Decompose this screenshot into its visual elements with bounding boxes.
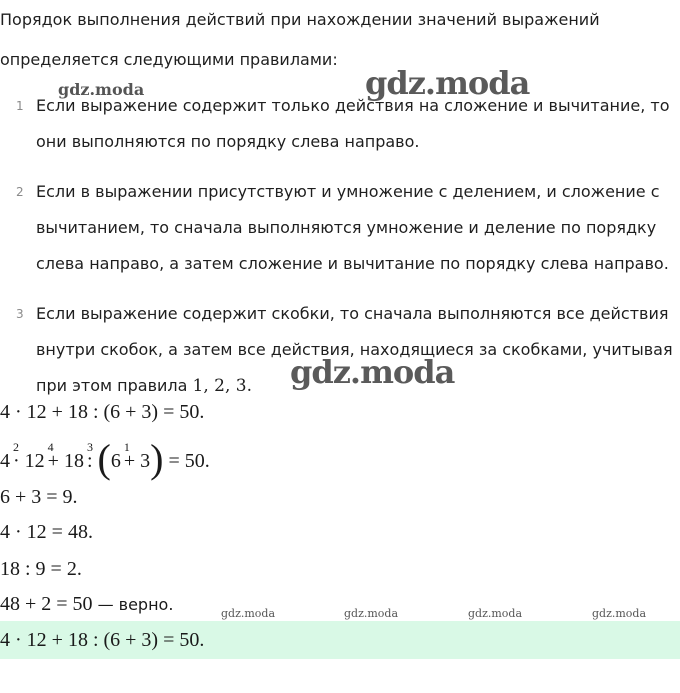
watermark: gdz.moda — [592, 607, 647, 620]
answer: 4 · 12 + 18 : (6 + 3) = 50. — [0, 629, 205, 651]
order-number: 3 — [86, 440, 93, 454]
rule-math: 1, 2, 3. — [192, 376, 252, 396]
rule-number: 1 — [16, 99, 24, 113]
intro-text: Порядок выполнения действий при нахождении значений выражений определяется следующими правилами: — [0, 10, 600, 69]
check-word: — верно. — [97, 595, 174, 614]
check-line — [0, 590, 173, 619]
expression-with-order: 4 $^2$· 12 $^4$+ 18 $^3$: (6 $^1$+ 3) = 50. — [0, 436, 210, 481]
order-number: 4 — [47, 440, 54, 454]
watermark: gdz.moda — [221, 607, 276, 620]
watermark: gdz.moda — [468, 607, 523, 620]
watermark: gdz.moda — [344, 607, 399, 620]
left-paren: ( — [97, 436, 111, 481]
rule-text: Если в выражении присутствуют и умножение с делением, и сложение с вычитанием, то сначала выполняются умножение и деление по порядку слева направо, а затем сложение и вычитание по порядку слева направо. — [36, 182, 669, 273]
step: 18 : 9 = 2. — [0, 558, 82, 580]
rule-text: Если выражение содержит скобки, то сначала выполняются все действия внутри скобок, а затем все действия, находящиеся за скобками, учитывая при этом правила — [36, 304, 673, 395]
order-number: 2 — [13, 440, 19, 454]
expression: 4 · 12 + 18 : (6 + 3) = 50. — [0, 401, 205, 423]
rule-number: 3 — [16, 307, 24, 321]
step: 6 + 3 = 9. — [0, 486, 78, 508]
watermark: gdz.moda — [58, 80, 145, 99]
right-paren: ) — [150, 436, 164, 481]
rule-item — [0, 174, 680, 282]
rule-text: Если выражение содержит только действия на сложение и вычитание, то они выполняются по порядку слева направо. — [36, 96, 670, 151]
watermark: gdz.moda — [290, 353, 455, 391]
rule-number: 2 — [16, 185, 24, 199]
step: 4 · 12 = 48. — [0, 521, 93, 543]
check-expression: 48 + 2 = 50 — [0, 593, 93, 615]
order-number: 1 — [123, 440, 130, 454]
watermark: gdz.moda — [365, 64, 530, 102]
